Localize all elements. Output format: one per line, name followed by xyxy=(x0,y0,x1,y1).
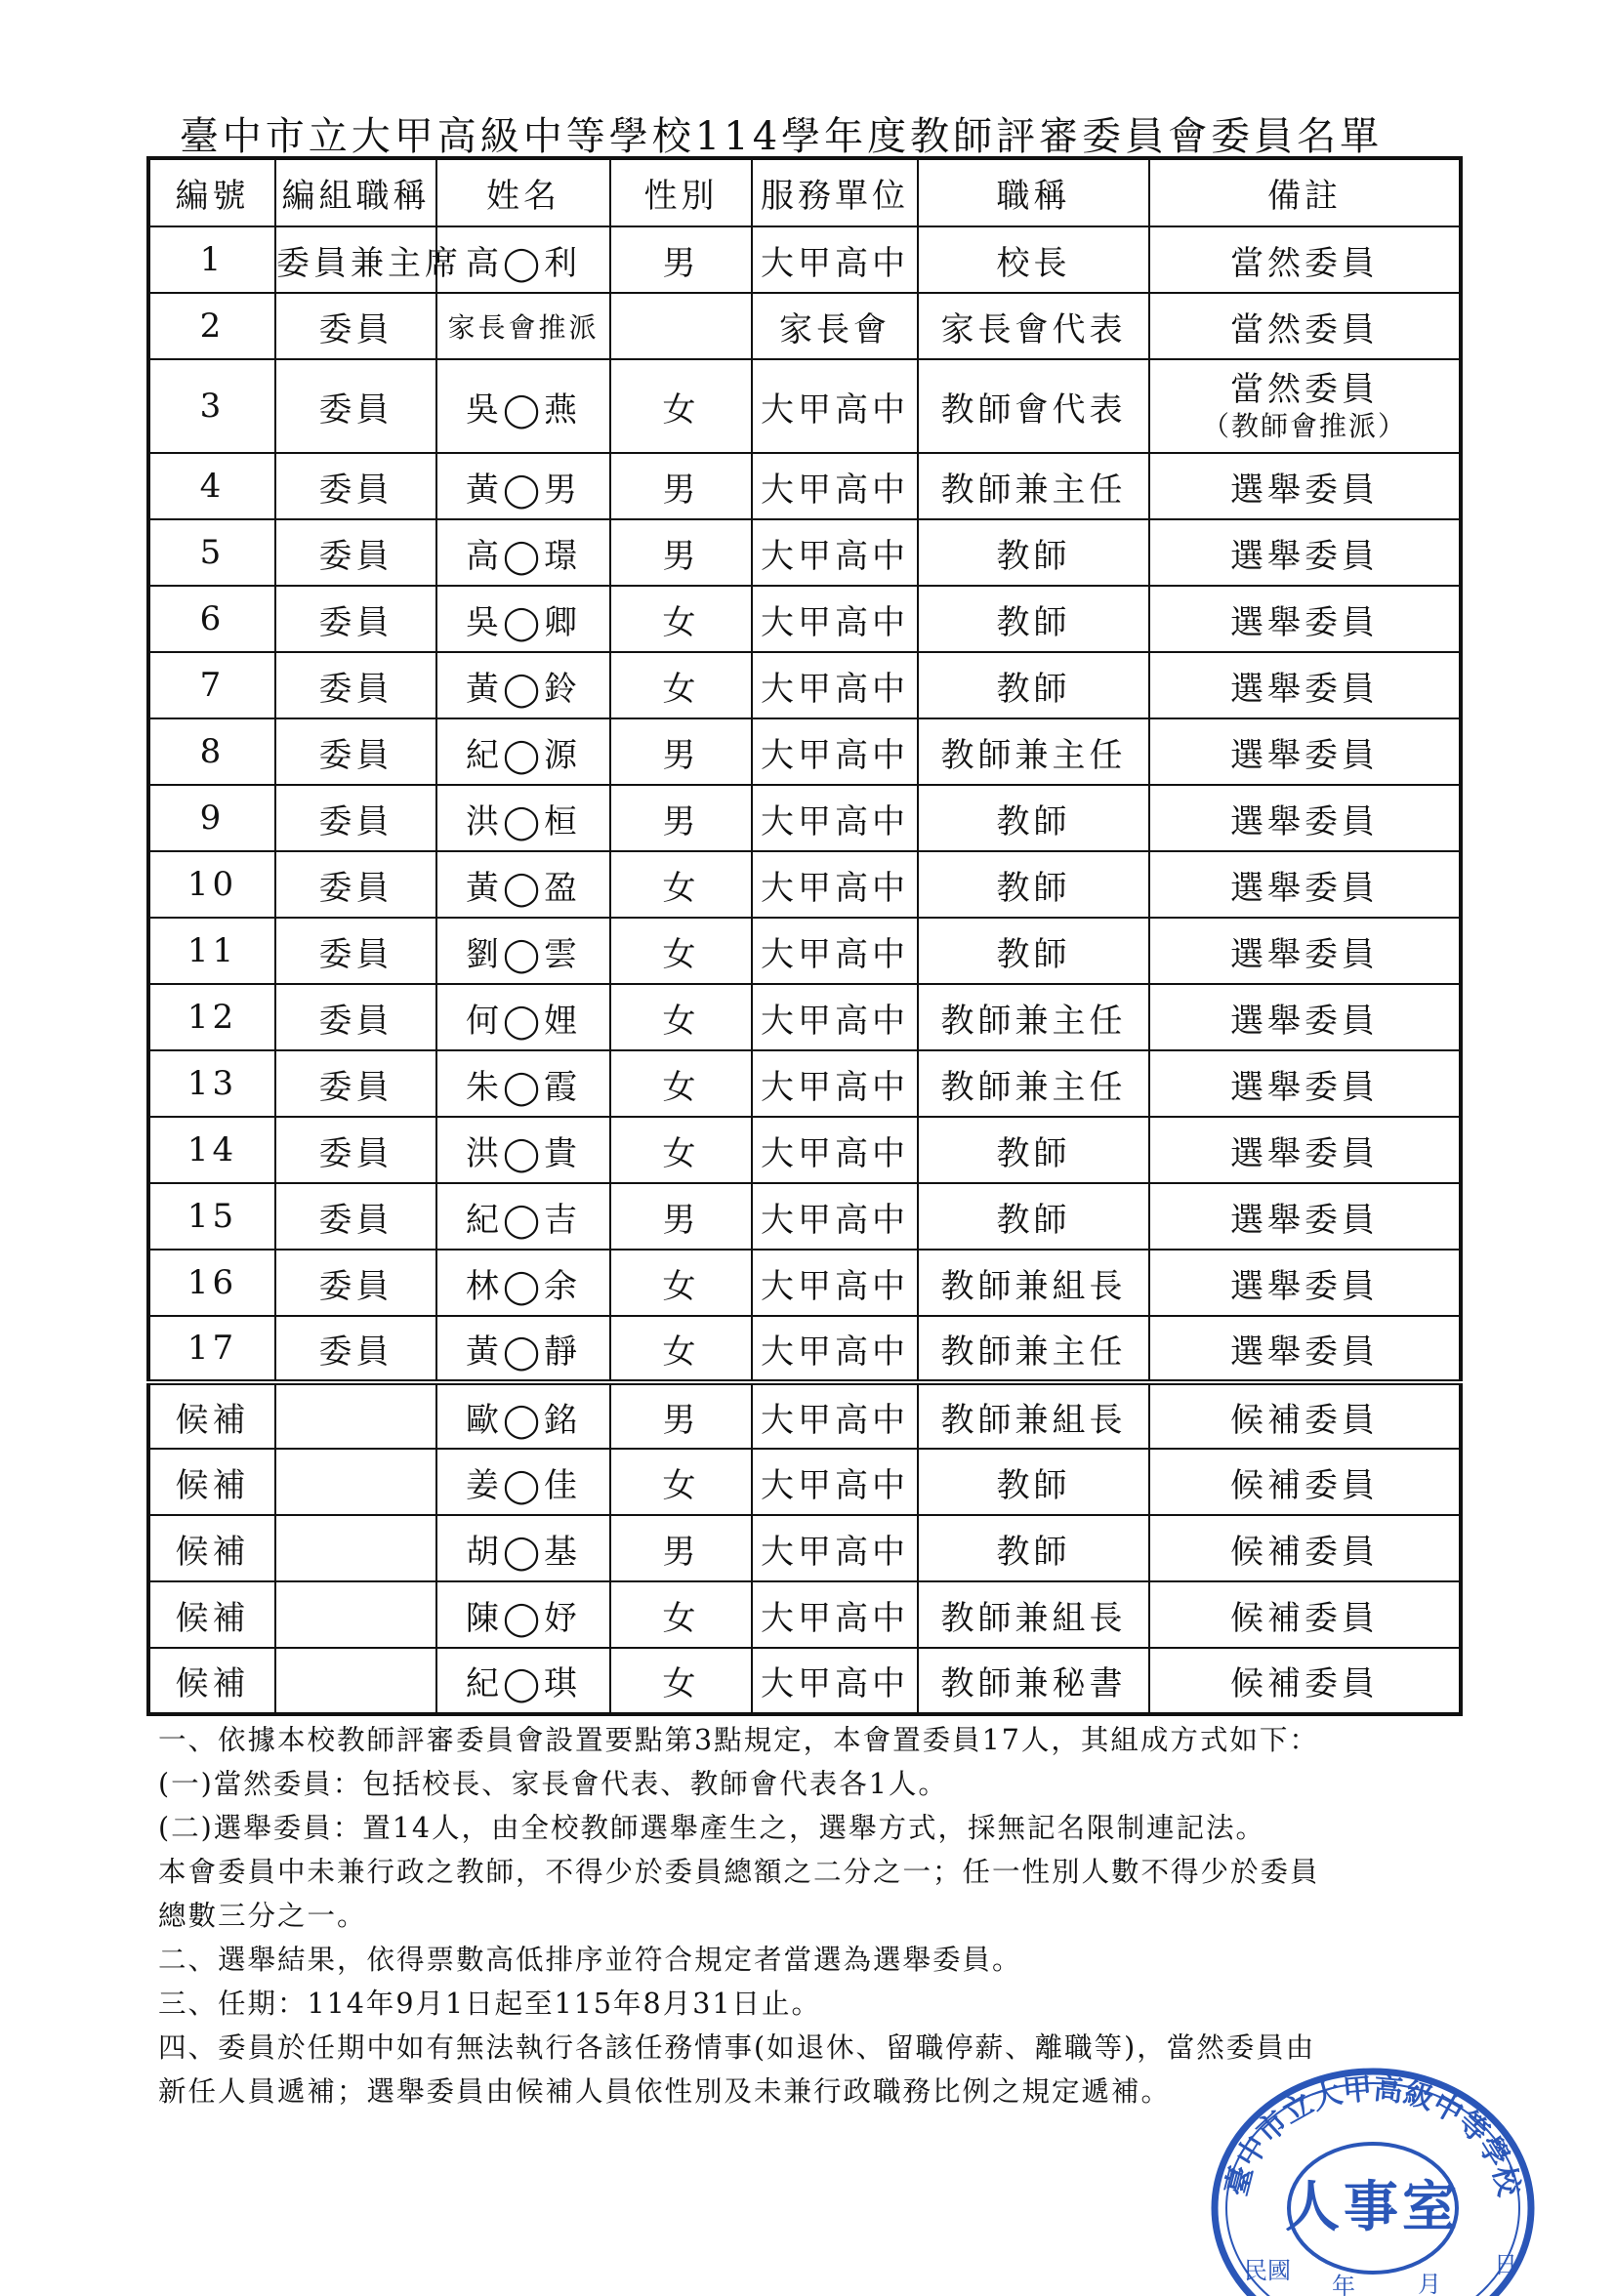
cell-unit: 大甲高中 xyxy=(752,652,918,718)
cell-role: 委員 xyxy=(275,1117,436,1183)
cell-remark: 選舉委員 xyxy=(1149,918,1461,984)
cell-role: 委員 xyxy=(275,453,436,519)
cell-role xyxy=(275,1382,436,1449)
note-line: 四、委員於任期中如有無法執行各該任務情事(如退休、留職停薪、離職等)，當然委員由 xyxy=(158,2031,1316,2064)
cell-remark: 選舉委員 xyxy=(1149,718,1461,785)
cell-unit: 大甲高中 xyxy=(752,1382,918,1449)
header-job-title: 職稱 xyxy=(918,158,1149,226)
cell-number: 候補 xyxy=(148,1382,275,1449)
remark-note: （教師會推派） xyxy=(1201,410,1407,442)
cell-unit: 大甲高中 xyxy=(752,984,918,1050)
cell-role xyxy=(275,1648,436,1714)
cell-number: 2 xyxy=(148,293,275,359)
cell-job-title: 教師兼主任 xyxy=(918,1050,1149,1117)
cell-unit: 大甲高中 xyxy=(752,918,918,984)
table-header-row xyxy=(148,158,1461,226)
cell-job-title: 教師兼組長 xyxy=(918,1581,1149,1648)
cell-remark: 當然委員 xyxy=(1149,293,1461,359)
cell-name: 歐◯銘 xyxy=(436,1382,610,1449)
cell-job-title: 教師 xyxy=(918,586,1149,652)
cell-name: 何◯娌 xyxy=(436,984,610,1050)
cell-name: 高◯利 xyxy=(436,226,610,293)
cell-gender: 男 xyxy=(610,785,752,851)
cell-remark: 候補委員 xyxy=(1149,1648,1461,1714)
cell-role: 委員 xyxy=(275,785,436,851)
cell-unit: 大甲高中 xyxy=(752,1250,918,1316)
seal-date-month: 月 xyxy=(1418,2271,1441,2296)
cell-remark: 候補委員 xyxy=(1149,1382,1461,1449)
cell-remark: 當然委員 xyxy=(1149,226,1461,293)
cell-number: 候補 xyxy=(148,1648,275,1714)
cell-name: 紀◯源 xyxy=(436,718,610,785)
cell-job-title: 教師兼組長 xyxy=(918,1382,1149,1449)
table-row xyxy=(148,1183,1461,1250)
cell-name: 紀◯琪 xyxy=(436,1648,610,1714)
cell-unit: 大甲高中 xyxy=(752,226,918,293)
cell-role: 委員 xyxy=(275,718,436,785)
cell-remark: 選舉委員 xyxy=(1149,652,1461,718)
cell-remark: 選舉委員 xyxy=(1149,1183,1461,1250)
cell-gender: 男 xyxy=(610,453,752,519)
table-row xyxy=(148,984,1461,1050)
cell-job-title: 教師 xyxy=(918,785,1149,851)
table-row xyxy=(148,1050,1461,1117)
cell-role: 委員 xyxy=(275,586,436,652)
cell-number: 候補 xyxy=(148,1515,275,1581)
table-row xyxy=(148,1250,1461,1316)
header-name: 姓名 xyxy=(436,158,610,226)
note-line: 二、選舉結果，依得票數高低排序並符合規定者當選為選舉委員。 xyxy=(158,1944,1022,1976)
cell-job-title: 校長 xyxy=(918,226,1149,293)
table-row xyxy=(148,519,1461,586)
note-line: 本會委員中未兼行政之教師，不得少於委員總額之二分之一；任一性別人數不得少於委員 xyxy=(158,1856,1320,1888)
cell-role: 委員 xyxy=(275,1050,436,1117)
cell-gender xyxy=(610,293,752,359)
cell-gender: 女 xyxy=(610,918,752,984)
cell-job-title: 教師 xyxy=(918,1117,1149,1183)
cell-unit: 大甲高中 xyxy=(752,1050,918,1117)
header-remark: 備註 xyxy=(1149,158,1461,226)
table-row-alternate xyxy=(148,1581,1461,1648)
table-row-alternate xyxy=(148,1515,1461,1581)
cell-remark: 候補委員 xyxy=(1149,1515,1461,1581)
cell-gender: 女 xyxy=(610,984,752,1050)
seal-center-text: 人事室 xyxy=(1285,2175,1461,2239)
cell-role: 委員 xyxy=(275,851,436,918)
cell-job-title: 家長會代表 xyxy=(918,293,1149,359)
header-unit: 服務單位 xyxy=(752,158,918,226)
cell-number: 7 xyxy=(148,652,275,718)
table-row-alternate xyxy=(148,1449,1461,1515)
header-number: 編號 xyxy=(148,158,275,226)
cell-remark: 選舉委員 xyxy=(1149,1050,1461,1117)
cell-gender: 男 xyxy=(610,519,752,586)
cell-role xyxy=(275,1515,436,1581)
cell-job-title: 教師兼主任 xyxy=(918,984,1149,1050)
table-row xyxy=(148,1316,1461,1382)
cell-job-title: 教師兼組長 xyxy=(918,1250,1149,1316)
cell-remark: 選舉委員 xyxy=(1149,984,1461,1050)
cell-number: 4 xyxy=(148,453,275,519)
table-row xyxy=(148,1117,1461,1183)
cell-remark: 選舉委員 xyxy=(1149,1250,1461,1316)
cell-role xyxy=(275,1581,436,1648)
cell-unit: 大甲高中 xyxy=(752,1183,918,1250)
cell-number: 8 xyxy=(148,718,275,785)
cell-name: 洪◯貴 xyxy=(436,1117,610,1183)
header-gender: 性別 xyxy=(610,158,752,226)
cell-role: 委員 xyxy=(275,1250,436,1316)
cell-number: 15 xyxy=(148,1183,275,1250)
cell-gender: 女 xyxy=(610,652,752,718)
cell-number: 候補 xyxy=(148,1581,275,1648)
cell-number: 6 xyxy=(148,586,275,652)
table-row xyxy=(148,851,1461,918)
cell-role: 委員 xyxy=(275,293,436,359)
cell-gender: 女 xyxy=(610,851,752,918)
cell-unit: 大甲高中 xyxy=(752,453,918,519)
cell-unit: 大甲高中 xyxy=(752,1648,918,1714)
note-line: (一)當然委員：包括校長、家長會代表、教師會代表各1人。 xyxy=(158,1768,948,1800)
cell-job-title: 教師會代表 xyxy=(918,359,1149,453)
cell-unit: 大甲高中 xyxy=(752,851,918,918)
cell-role: 委員 xyxy=(275,1183,436,1250)
cell-number: 17 xyxy=(148,1316,275,1382)
cell-name: 陳◯妤 xyxy=(436,1581,610,1648)
cell-job-title: 教師 xyxy=(918,1515,1149,1581)
cell-job-title: 教師 xyxy=(918,1183,1149,1250)
cell-name: 黃◯男 xyxy=(436,453,610,519)
cell-name: 吳◯燕 xyxy=(436,359,610,453)
header-role: 編組職稱 xyxy=(275,158,436,226)
cell-number: 16 xyxy=(148,1250,275,1316)
cell-unit: 大甲高中 xyxy=(752,586,918,652)
cell-gender: 男 xyxy=(610,1515,752,1581)
cell-gender: 女 xyxy=(610,1117,752,1183)
cell-job-title: 教師 xyxy=(918,519,1149,586)
cell-remark: 選舉委員 xyxy=(1149,453,1461,519)
cell-name: 劉◯雲 xyxy=(436,918,610,984)
table-row xyxy=(148,293,1461,359)
cell-number: 9 xyxy=(148,785,275,851)
cell-role: 委員 xyxy=(275,1316,436,1382)
table-row xyxy=(148,453,1461,519)
cell-unit: 大甲高中 xyxy=(752,1316,918,1382)
cell-gender: 女 xyxy=(610,359,752,453)
cell-remark: 選舉委員 xyxy=(1149,519,1461,586)
cell-remark: 候補委員 xyxy=(1149,1581,1461,1648)
cell-number: 5 xyxy=(148,519,275,586)
cell-name: 高◯璟 xyxy=(436,519,610,586)
cell-role: 委員 xyxy=(275,359,436,453)
note-line: 一、依據本校教師評審委員會設置要點第3點規定，本會置委員17人，其組成方式如下： xyxy=(158,1724,1319,1756)
note-line: 總數三分之一。 xyxy=(158,1900,367,1932)
note-line: (二)選舉委員：置14人，由全校教師選舉產生之，選舉方式，採無記名限制連記法。 xyxy=(158,1812,1266,1844)
table-row-alternate xyxy=(148,1382,1461,1449)
cell-number: 12 xyxy=(148,984,275,1050)
cell-role: 委員兼主席 xyxy=(275,226,436,293)
cell-remark xyxy=(1149,359,1461,453)
cell-gender: 女 xyxy=(610,1250,752,1316)
seal-date-left: 民國 xyxy=(1244,2257,1291,2284)
cell-name: 黃◯鈴 xyxy=(436,652,610,718)
cell-gender: 男 xyxy=(610,718,752,785)
cell-number: 11 xyxy=(148,918,275,984)
cell-remark: 選舉委員 xyxy=(1149,1316,1461,1382)
cell-remark: 選舉委員 xyxy=(1149,586,1461,652)
note-line: 新任人員遞補；選舉委員由候補人員依性別及未兼行政職務比例之規定遞補。 xyxy=(158,2075,1172,2108)
table-row xyxy=(148,226,1461,293)
cell-role: 委員 xyxy=(275,519,436,586)
table-row xyxy=(148,359,1461,453)
cell-remark: 選舉委員 xyxy=(1149,785,1461,851)
cell-role xyxy=(275,1449,436,1515)
committee-roster-table xyxy=(146,156,1463,1716)
remark-text: 當然委員 xyxy=(1230,370,1379,409)
cell-name: 胡◯基 xyxy=(436,1515,610,1581)
cell-unit: 大甲高中 xyxy=(752,1581,918,1648)
table-row xyxy=(148,785,1461,851)
cell-name: 黃◯靜 xyxy=(436,1316,610,1382)
cell-name: 吳◯卿 xyxy=(436,586,610,652)
cell-gender: 女 xyxy=(610,1050,752,1117)
cell-unit: 大甲高中 xyxy=(752,1449,918,1515)
cell-gender: 男 xyxy=(610,226,752,293)
cell-name: 黃◯盈 xyxy=(436,851,610,918)
cell-unit: 大甲高中 xyxy=(752,359,918,453)
cell-name: 林◯余 xyxy=(436,1250,610,1316)
cell-job-title: 教師兼秘書 xyxy=(918,1648,1149,1714)
cell-number: 14 xyxy=(148,1117,275,1183)
cell-gender: 男 xyxy=(610,1183,752,1250)
cell-gender: 女 xyxy=(610,1449,752,1515)
cell-job-title: 教師 xyxy=(918,1449,1149,1515)
cell-number: 13 xyxy=(148,1050,275,1117)
table-row xyxy=(148,586,1461,652)
cell-unit: 大甲高中 xyxy=(752,1515,918,1581)
table-row xyxy=(148,918,1461,984)
seal-date-year: 年 xyxy=(1332,2273,1355,2296)
cell-unit: 大甲高中 xyxy=(752,785,918,851)
cell-name: 朱◯霞 xyxy=(436,1050,610,1117)
cell-unit: 家長會 xyxy=(752,293,918,359)
cell-number: 候補 xyxy=(148,1449,275,1515)
cell-unit: 大甲高中 xyxy=(752,1117,918,1183)
cell-job-title: 教師 xyxy=(918,918,1149,984)
cell-job-title: 教師 xyxy=(918,652,1149,718)
cell-role: 委員 xyxy=(275,652,436,718)
cell-role: 委員 xyxy=(275,918,436,984)
note-line: 三、任期：114年9月1日起至115年8月31日止。 xyxy=(158,1988,821,2020)
cell-unit: 大甲高中 xyxy=(752,519,918,586)
page-title: 臺中市立大甲高級中等學校114學年度教師評審委員會委員名單 xyxy=(179,114,1384,159)
cell-remark: 選舉委員 xyxy=(1149,1117,1461,1183)
personnel-office-seal xyxy=(1209,2062,1537,2296)
cell-name: 姜◯佳 xyxy=(436,1449,610,1515)
cell-gender: 男 xyxy=(610,1382,752,1449)
seal-outer-text: 臺中市立大甲高級中等學校 xyxy=(1220,2071,1526,2200)
cell-number: 3 xyxy=(148,359,275,453)
cell-gender: 女 xyxy=(610,586,752,652)
cell-unit: 大甲高中 xyxy=(752,718,918,785)
table-row xyxy=(148,652,1461,718)
cell-gender: 女 xyxy=(610,1316,752,1382)
table-row-alternate xyxy=(148,1648,1461,1714)
cell-job-title: 教師 xyxy=(918,851,1149,918)
table-row xyxy=(148,718,1461,785)
cell-name: 家長會推派 xyxy=(436,293,610,359)
cell-job-title: 教師兼主任 xyxy=(918,718,1149,785)
cell-job-title: 教師兼主任 xyxy=(918,1316,1149,1382)
cell-role: 委員 xyxy=(275,984,436,1050)
seal-date-day: 日 xyxy=(1494,2251,1517,2278)
cell-number: 10 xyxy=(148,851,275,918)
cell-remark: 選舉委員 xyxy=(1149,851,1461,918)
cell-job-title: 教師兼主任 xyxy=(918,453,1149,519)
cell-name: 洪◯桓 xyxy=(436,785,610,851)
cell-remark: 候補委員 xyxy=(1149,1449,1461,1515)
cell-gender: 女 xyxy=(610,1581,752,1648)
cell-gender: 女 xyxy=(610,1648,752,1714)
cell-number: 1 xyxy=(148,226,275,293)
cell-name: 紀◯吉 xyxy=(436,1183,610,1250)
notes-section xyxy=(158,1718,1428,2113)
